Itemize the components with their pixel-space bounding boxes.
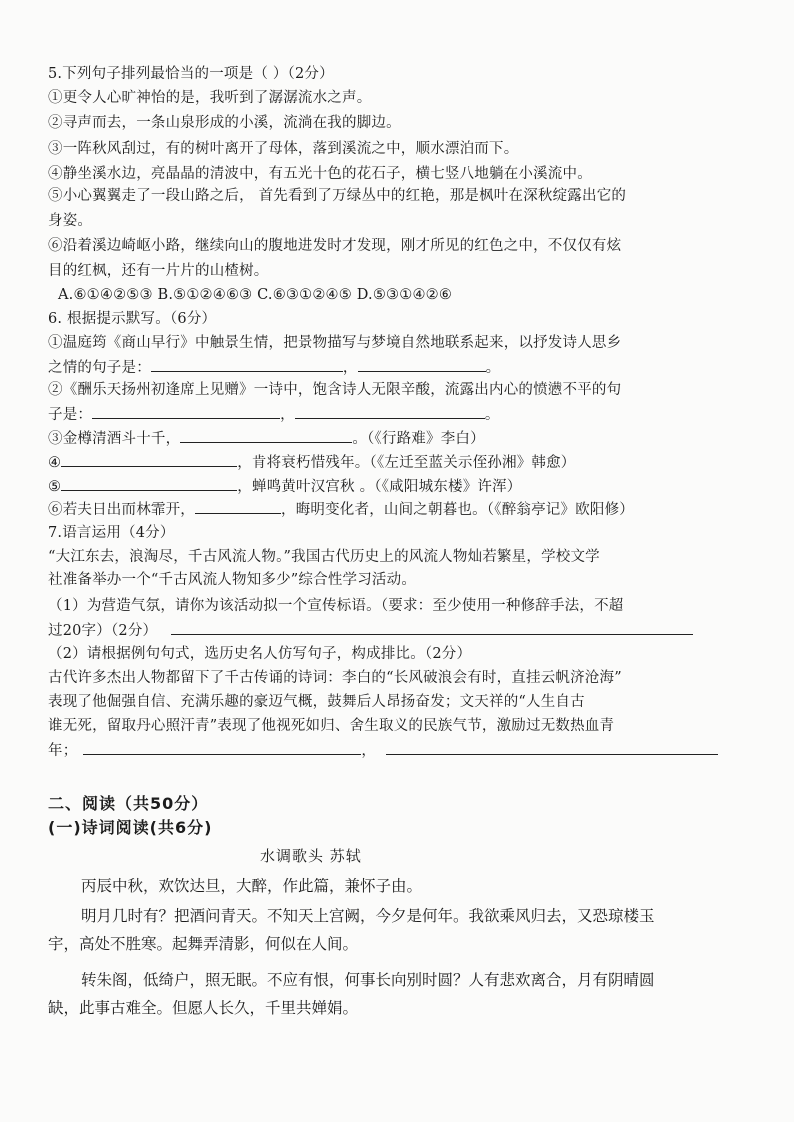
q6-item-4 [48,452,576,473]
answer-blank[interactable] [386,740,718,755]
q5-sentence-6b: 目的红枫，还有一片片的山楂树。 [48,263,269,279]
punct: ， [280,407,295,423]
q6-item-6-source: ，晦明变化者，山间之朝暮也。（《醉翁亭记》欧阳修） [281,502,634,518]
answer-blank[interactable] [92,404,280,419]
q7-example-4-text: 年； [48,743,78,759]
q6-item-1a: ①温庭筠《商山早行》中触景生情，把景物描写与梦境自然地联系起来，以抒发诗人思乡 [48,335,622,351]
section-heading: 二、阅读（共50分） [48,794,209,813]
q7-intro-2: 社准备举办一个“千古风流人物知多少”综合性学习活动。 [48,572,417,588]
answer-blank[interactable] [358,357,486,372]
q6-item-1b [48,357,500,378]
q5-sentence-4: ④静坐溪水边，亮晶晶的清波中，有五光十色的花石子，横七竖八地躺在小溪流中。 [48,166,592,182]
q6-item-1b-text: 之情的句子是： [48,360,151,376]
q6-item-4-text: ，肯将衰朽惜残年。（《左迁至蓝关示侄孙湘》韩愈） [237,455,576,471]
subsection-heading: (一)诗词阅读(共6分) [48,818,213,837]
q6-stem: 6. 根据提示默写。（6分） [48,311,217,327]
q5-sentence-5b: 身姿。 [48,213,93,229]
q6-item-6 [48,499,634,520]
answer-blank[interactable] [195,499,281,514]
q6-item-2b [48,404,500,425]
punct: ， [342,360,358,376]
poem-stanza-2a: 转朱阁，低绮户，照无眠。不应有恨，何事长向别时圆？人有悲欢离合，月有阴晴圆 [81,971,655,989]
answer-blank[interactable] [83,740,361,755]
answer-blank[interactable] [61,452,237,467]
q6-item-5 [48,476,522,497]
q7-part1-a: （1）为营造气氛，请你为该活动拟一个宣传标语。（要求：至少使用一种修辞手法，不超 [48,598,624,614]
answer-blank[interactable] [295,404,485,419]
poem-stanza-2b: 缺，此事古难全。但愿人长久，千里共婵娟。 [48,999,359,1017]
q7-part2: （2）请根据例句句式，选历史名人仿写句子，构成排比。（2分） [48,646,472,662]
q6-item-6-text: ⑥若夫日出而林霏开， [48,502,195,518]
q5-stem: 5.下列句子排列最恰当的一项是（ ）（2分） [48,66,334,82]
q7-intro-1: “大江东去，浪淘尽，千古风流人物。”我国古代历史上的风流人物灿若繁星，学校文学 [48,549,600,565]
q7-example-2: 表现了他倔强自信、充满乐趣的豪迈气概，鼓舞后人昂扬奋发；文天祥的“人生自古 [48,694,585,710]
poem-stanza-1a: 明月几时有？把酒问青天。不知天上宫阙，今夕是何年。我欲乘风归去，又恐琼楼玉 [81,907,655,925]
answer-blank[interactable] [171,620,693,635]
answer-blank[interactable] [151,357,343,372]
answer-blank[interactable] [61,476,237,491]
q7-stem: 7.语言运用（4分） [48,525,175,541]
q5-sentence-6a: ⑥沿着溪边崎岖小路，继续向山的腹地进发时才发现，刚才所见的红色之中，不仅仅有炫 [48,238,622,254]
q7-example-1: 古代许多杰出人物都留下了千古传诵的诗词：李白的“长风破浪会有时，直挂云帆济沧海” [48,670,622,686]
answer-blank[interactable] [180,428,352,443]
q7-part1-b [48,620,693,641]
punct: 。 [485,360,501,376]
poem-title: 水调歌头 苏轼 [260,847,362,865]
punct: ， [361,743,377,759]
q5-sentence-5a: ⑤小心翼翼走了一段山路之后， 首先看到了万绿丛中的红艳，那是枫叶在深秋绽露出它的 [48,188,627,204]
q5-options: A.⑥①④②⑤③ B.⑤①②④⑥③ C.⑥③①②④⑤ D.⑤③①④②⑥ [58,287,453,303]
q6-item-3-source: 。（《行路难》李白） [352,431,485,447]
poem-preface: 丙辰中秋，欢饮达旦，大醉，作此篇，兼怀子由。 [81,877,423,895]
q6-item-5-text: ，蝉鸣黄叶汉宫秋 。（《咸阳城东楼》许浑） [237,479,522,495]
q5-sentence-1: ①更令人心旷神怡的是，我听到了潺潺流水之声。 [48,90,372,106]
q7-part1-b-text: 过20字）（2分） [48,623,158,639]
q7-example-4 [48,740,718,761]
q6-item-3-text: ③金樽清酒斗十千， [48,431,181,447]
q6-item-4-mark: ④ [48,455,62,471]
q7-example-3: 谁无死，留取丹心照汗青”表现了他视死如归、舍生取义的民族气节，激励过无数热血青 [48,718,615,734]
q6-item-5-mark: ⑤ [48,479,62,495]
poem-stanza-1b: 宇，高处不胜寒。起舞弄清影，何似在人间。 [48,935,359,953]
q6-item-2b-text: 子是： [48,407,93,423]
q5-sentence-2: ②寻声而去，一条山泉形成的小溪，流淌在我的脚边。 [48,115,401,131]
q6-item-2a: ②《酬乐天扬州初逢席上见赠》一诗中，饱含诗人无限辛酸，流露出内心的愤懑不平的句 [48,382,622,398]
q6-item-3 [48,428,485,449]
punct: 。 [484,407,500,423]
q5-sentence-3: ③一阵秋风刮过，有的树叶离开了母体，落到溪流之中，顺水漂泊而下。 [48,141,519,157]
